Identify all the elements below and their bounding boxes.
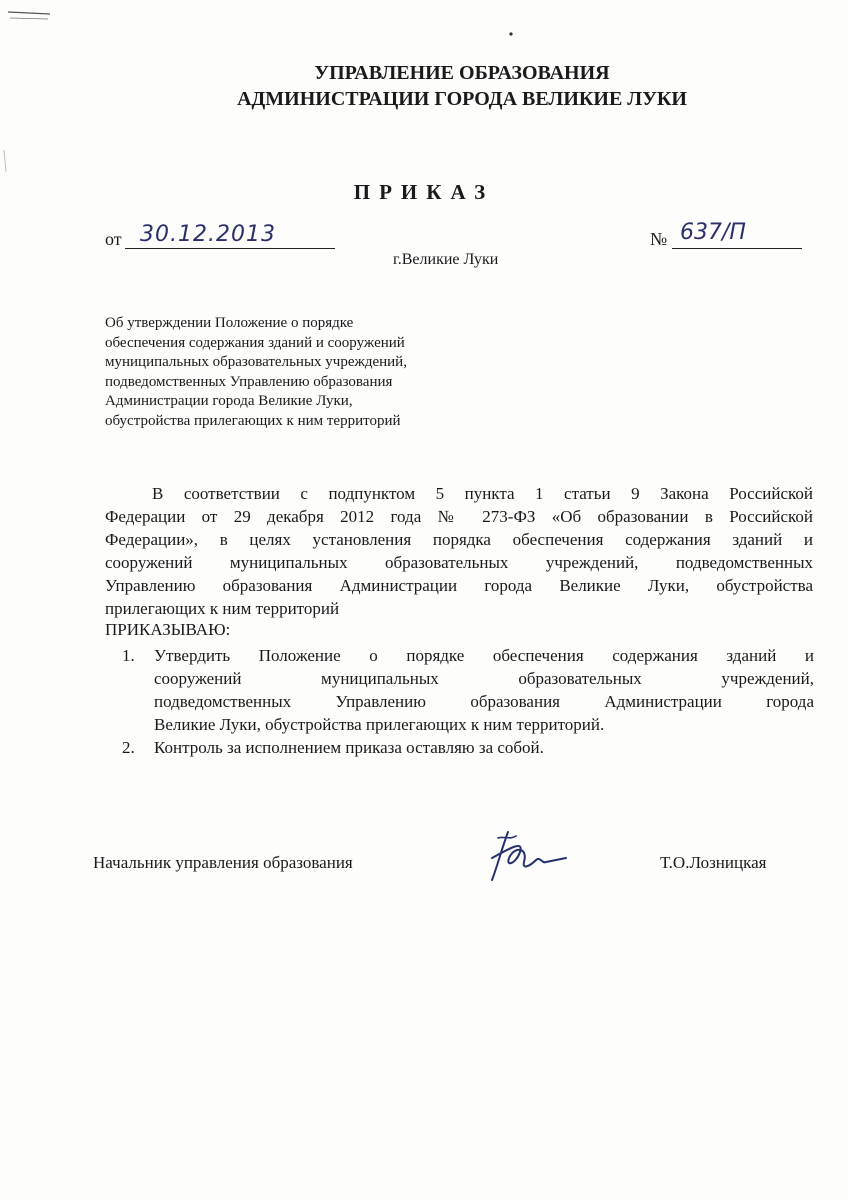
body-line: сооружений муниципальных образовательных учреждений, подведомственных xyxy=(105,553,813,572)
number-value: 637/П xyxy=(680,220,746,245)
date-prefix: от xyxy=(105,229,122,249)
item-line: подведомственных Управлению образования Администрации города xyxy=(154,692,814,711)
body-line: В соответствии с подпунктом 5 пункта 1 статьи 9 Закона Российской xyxy=(152,484,813,503)
header-line-1: УПРАВЛЕНИЕ ОБРАЗОВАНИЯ xyxy=(314,62,610,84)
subject-line: обустройства прилегающих к ним территорий xyxy=(105,412,401,429)
subject-line: обеспечения содержания зданий и сооружений xyxy=(105,334,405,351)
order-items xyxy=(122,644,814,759)
header-line-2: АДМИНИСТРАЦИИ ГОРОДА ВЕЛИКИЕ ЛУКИ xyxy=(237,88,687,110)
body-line: Управлению образования Администрации города Великие Луки, обустройства xyxy=(105,576,813,595)
body-line: Федерации», в целях установления порядка обеспечения содержания зданий и xyxy=(105,530,813,549)
signatory-role: Начальник управления образования xyxy=(93,853,353,872)
order-item-1 xyxy=(122,644,814,736)
date-value: 30.12.2013 xyxy=(140,222,276,247)
date-underline xyxy=(125,248,335,249)
item-number: 1. xyxy=(122,646,135,665)
order-word: ПРИКАЗЫВАЮ: xyxy=(105,620,231,639)
handwritten-signature xyxy=(480,818,580,898)
number-underline xyxy=(672,248,802,249)
body-line: Федерации от 29 декабря 2012 года № 273-ФЗ «Об образовании в Российской xyxy=(105,507,813,526)
signatory-name: Т.О.Лозницкая xyxy=(660,853,767,872)
subject-line: муниципальных образовательных учреждений, xyxy=(105,354,407,370)
body-paragraph xyxy=(105,482,813,620)
document-title: ПРИКАЗ xyxy=(353,180,495,204)
item-line: сооружений муниципальных образовательных учреждений, xyxy=(154,669,814,688)
body-line: прилегающих к ним территорий xyxy=(105,599,340,618)
item-line: Контроль за исполнением приказа оставляю за собой. xyxy=(154,738,544,757)
city: г.Великие Луки xyxy=(393,251,499,268)
subject-line: Об утверждении Положение о порядке xyxy=(105,315,354,331)
order-item-2 xyxy=(122,736,814,759)
subject-line: подведомственных Управлению образования xyxy=(105,373,393,390)
subject-line: Администрации города Великие Луки, xyxy=(105,393,353,409)
item-line: Великие Луки, обустройства прилегающих к ним территорий. xyxy=(154,715,605,734)
number-prefix: № xyxy=(650,229,668,249)
item-line: Утвердить Положение о порядке обеспечения содержания зданий и xyxy=(154,646,814,665)
subject-block xyxy=(105,314,407,431)
item-number: 2. xyxy=(122,738,135,757)
